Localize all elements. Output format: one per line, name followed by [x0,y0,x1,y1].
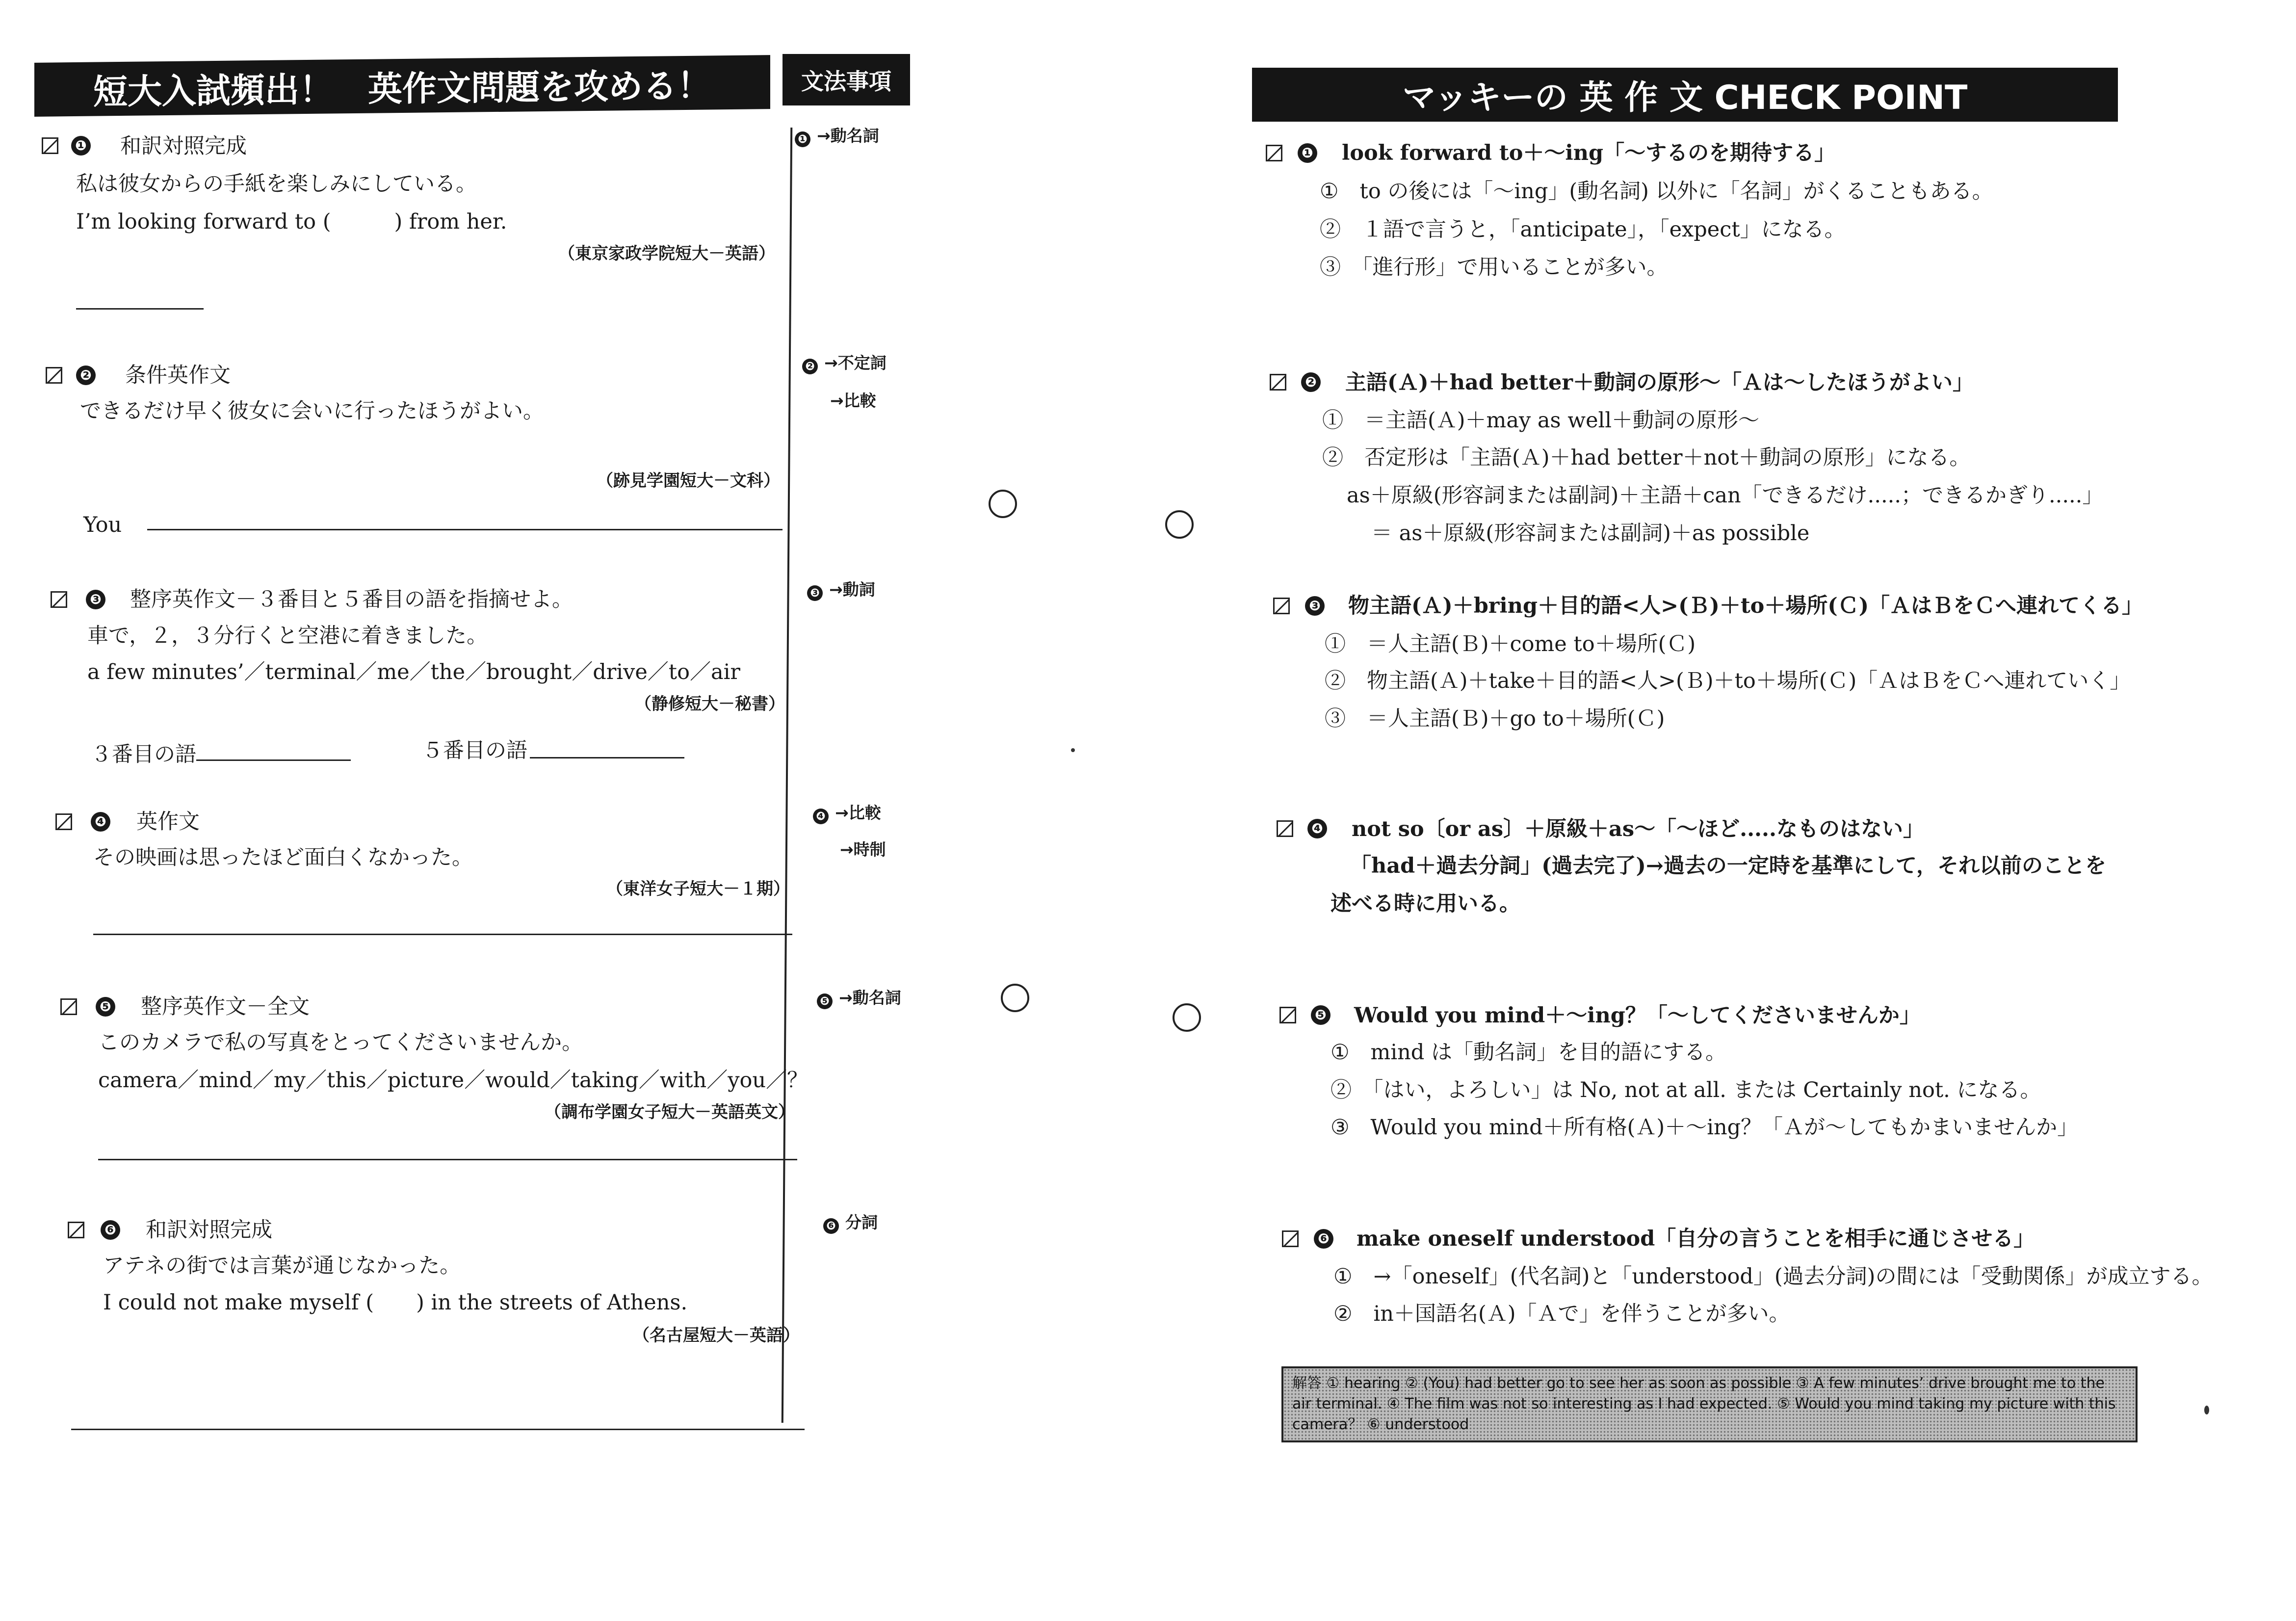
q3-fifth-answer-line [530,757,684,758]
grammar-header: 文法事項 [801,68,891,95]
answer-key-text: 解答 ① hearing ② (You) had better go to see her as soon as possible ③ A few minutes’ drive brought me to the air terminal. ④ The film was not so interesting as I had expected. ⑤ Would you mind taking my picture with this camera？ ⑥ understood [1292,1375,2116,1433]
p6-line-2: ② in＋国語名(Ａ)「Ａで」を伴うことが多い。 [1333,1302,1790,1326]
q6-answer-line [71,1429,805,1430]
q2-checkbox[interactable] [46,367,62,384]
q1-number-badge: ❶ [71,136,91,156]
p3-heading: 物主語(Ａ)＋bring＋目的語<人>(Ｂ)＋to＋場所(Ｃ)「ＡはＢをＣへ連れてくる」 [1348,594,2143,618]
q6-source: （名古屋短大－英語） [633,1326,800,1345]
q2-japanese: できるだけ早く彼女に会いに行ったほうがよい。 [80,399,544,423]
p6-checkbox[interactable] [1282,1230,1299,1247]
grammar-note-2-item-2: →比較 [830,391,876,410]
q3-number-badge: ❸ [86,590,105,609]
q1-japanese: 私は彼女からの手紙を楽しみにしている。 [76,172,477,196]
q3-japanese: 車で，２，３分行くと空港に着きました。 [87,624,488,648]
q4-number-badge: ❹ [91,812,110,832]
p1-line-3: ③ 「進行形」で用いることが多い。 [1320,255,1668,280]
p2-line-4: ＝ as＋原級(形容詞または副詞)＋as possible [1371,521,1810,546]
grammar-note-6 [823,1212,878,1234]
p6-number-badge: ❻ [1314,1229,1333,1249]
q2-type: 条件英作文 [125,363,231,388]
p3-checkbox[interactable] [1273,598,1290,614]
grammar-note-2-item-1: →不定詞 [824,353,887,372]
stray-mark-center [1071,748,1075,752]
p6-line-1: ① →「oneself」(代名詞)と「understood」(過去分詞)の間には「受動関係」が成立する。 [1333,1264,2213,1289]
grammar-header-banner [783,54,910,105]
grammar-note-4-item-2: →時制 [840,840,886,859]
q6-type: 和訳対照完成 [146,1218,272,1242]
p4-number-badge: ❹ [1307,819,1327,838]
p3-line-3: ③ ＝人主語(Ｂ)＋go to＋場所(Ｃ) [1325,706,1665,731]
q5-japanese: このカメラで私の写真をとってくださいませんか。 [98,1030,583,1055]
right-title: マッキーの 英 作 文 CHECK POINT [1402,78,1968,117]
q4-japanese: その映画は思ったほど面白くなかった。 [93,845,473,870]
q1-checkbox[interactable] [42,137,58,154]
p2-line-2: ② 否定形は「主語(Ａ)＋had better＋not＋動詞の原形」になる。 [1322,445,1971,470]
q1-answer-line [76,308,204,310]
p4-checkbox[interactable] [1277,820,1293,837]
p1-line-1: ① to の後には「～ing」(動名詞) 以外に「名詞」がくることもある。 [1320,179,1993,204]
binder-hole-right-top [1165,510,1194,539]
p1-number-badge: ❶ [1298,143,1317,163]
grammar-note-4-item-1: →比較 [835,803,881,822]
grammar-note-3-badge: ❸ [807,585,823,601]
p2-line-1: ① ＝主語(Ａ)＋may as well＋動詞の原形～ [1322,408,1760,433]
q3-words: a few minutes’／terminal／me／the／brought／drive／to／air [87,660,740,684]
grammar-note-3 [807,579,875,601]
q5-type: 整序英作文－全文 [141,994,310,1019]
stray-mark-right [2204,1406,2209,1414]
grammar-note-2 [802,352,887,374]
grammar-note-5-item-1: →動名詞 [839,988,901,1007]
grammar-note-1-item-1: →動名詞 [817,126,879,145]
p3-number-badge: ❸ [1305,596,1325,616]
grammar-note-4 [813,802,881,824]
grammar-note-1 [795,125,879,147]
grammar-note-2-badge: ❷ [802,359,818,374]
p5-line-2: ② 「はい，よろしい」は No, not at all. または Certainly not. になる。 [1331,1078,2041,1102]
p1-line-2: ② １語で言うと，「anticipate」，「expect」になる。 [1320,217,1846,242]
q2-answer-prefix: You [83,513,122,537]
p2-number-badge: ❷ [1301,372,1321,392]
p5-number-badge: ❺ [1311,1005,1331,1025]
q2-source: （跡見学園短大－文科） [597,471,780,491]
q4-source: （東洋女子短大－１期） [606,879,790,899]
left-title-banner [34,55,770,117]
q6-checkbox[interactable] [68,1222,84,1238]
q1-source: （東京家政学院短大－英語） [558,244,775,263]
p4-heading: not so〔or as〕＋原級＋as～「～ほど.....なものはない」 [1352,817,1924,841]
p2-heading: 主語(Ａ)＋had better＋動詞の原形～「Ａは～したほうがよい」 [1345,370,1974,395]
grammar-note-1-badge: ❶ [795,131,810,147]
binder-hole-left-bottom [1001,984,1029,1012]
q1-type: 和訳対照完成 [120,134,247,158]
q4-type: 英作文 [136,810,200,834]
left-column-divider [782,128,792,1423]
q3-checkbox[interactable] [51,591,67,608]
q3-type: 整序英作文－３番目と５番目の語を指摘せよ。 [130,587,573,612]
p4-line-2: 述べる時に用いる。 [1331,891,1520,916]
q6-japanese: アテネの街では言葉が通じなかった。 [103,1254,461,1278]
q2-answer-line [147,529,783,530]
p3-line-1: ① ＝人主語(Ｂ)＋come to＋場所(Ｃ) [1325,632,1696,656]
p4-line-1: 「had＋過去分詞」(過去完了)→過去の一定時を基準にして，それ以前のことを [1350,854,2107,878]
q5-checkbox[interactable] [60,998,77,1015]
p5-line-1: ① mind は「動名詞」を目的語にする。 [1331,1040,1726,1065]
grammar-note-3-item-1: →動詞 [829,580,875,599]
q3-third-label: ３番目の語 [91,742,196,767]
q3-fifth-label: ５番目の語 [422,738,527,763]
grammar-note-5 [817,987,901,1009]
q6-number-badge: ❻ [101,1220,120,1240]
binder-hole-left-top [989,490,1017,518]
p5-heading: Would you mind＋～ing？「～してくださいませんか」 [1354,1003,1921,1028]
p2-checkbox[interactable] [1270,374,1286,391]
q2-number-badge: ❷ [76,366,96,385]
binder-hole-right-bottom [1173,1003,1201,1032]
left-title: 短大入試頻出！ 英作文問題を攻める！ [93,65,711,112]
p6-heading: make oneself understood「自分の言うことを相手に通じさせる」 [1357,1227,2035,1251]
q1-english: I’m looking forward to ( ) from her. [76,209,507,234]
q6-english: I could not make myself ( ) in the streets of Athens. [103,1290,688,1315]
q5-number-badge: ❺ [96,997,115,1017]
q5-words: camera／mind／my／this／picture／would／taking／with／you／？ [98,1068,809,1093]
right-title-banner [1252,68,2118,122]
q3-third-answer-line [196,759,351,761]
grammar-note-6-badge: ❻ [823,1218,839,1234]
p5-checkbox[interactable] [1279,1007,1296,1023]
grammar-note-5-badge: ❺ [817,994,833,1009]
grammar-note-4-badge: ❹ [813,809,829,824]
p5-line-3: ③ Would you mind＋所有格(Ａ)＋～ing？「Ａが～してもかまいませんか」 [1331,1115,2079,1140]
q4-answer-line [93,934,792,935]
q5-answer-line [98,1159,797,1160]
q4-checkbox[interactable] [55,813,72,830]
answer-key-box [1281,1366,2138,1442]
p2-line-3: as＋原級(形容詞または副詞)＋主語＋can「できるだけ.....；できるかぎり.....」 [1347,483,2104,508]
grammar-note-6-item-1: 分詞 [845,1213,878,1232]
p3-line-2: ② 物主語(Ａ)＋take＋目的語<人>(Ｂ)＋to＋場所(Ｃ)「ＡはＢをＣへ連れていく」 [1325,669,2131,693]
q3-source: （静修短大－秘書） [635,694,785,714]
q5-source: （調布学園女子短大－英語英文） [545,1102,795,1122]
p1-checkbox[interactable] [1266,145,1282,161]
p1-heading: look forward to＋～ing「～するのを期待する」 [1342,141,1836,165]
